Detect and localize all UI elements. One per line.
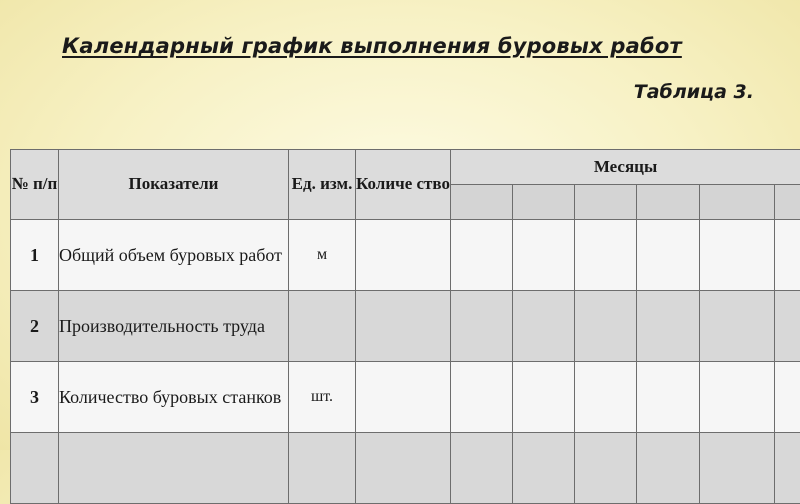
month-cell [700,362,775,433]
row-indicator: Количество буровых станков [59,362,289,433]
header-num: № п/п [11,150,59,220]
month-cell [700,185,775,220]
month-cell [451,291,513,362]
row-quantity [356,362,451,433]
month-cell [637,185,700,220]
month-cell [637,220,700,291]
row-quantity [356,433,451,504]
row-num: 2 [11,291,59,362]
month-cell [637,291,700,362]
month-cell [451,433,513,504]
month-cell [513,185,575,220]
month-cell [775,185,800,220]
row-quantity [356,220,451,291]
month-cell [575,185,637,220]
month-cell [637,362,700,433]
header-months: Месяцы [451,150,800,185]
header-unit: Ед. изм. [289,150,356,220]
table-row [11,433,800,504]
row-unit: м [289,220,356,291]
month-cell [775,362,800,433]
table-row [11,291,800,362]
month-cell [700,220,775,291]
month-cell [575,433,637,504]
month-cell [575,362,637,433]
month-cell [451,362,513,433]
row-unit [289,291,356,362]
month-cell [637,433,700,504]
page-title: Календарный график выполнения буровых работ [62,34,682,58]
month-cell [513,291,575,362]
month-cell [775,433,800,504]
row-unit [289,433,356,504]
month-cell [700,433,775,504]
row-indicator [59,433,289,504]
schedule-table [10,149,800,504]
header-indicator: Показатели [59,150,289,220]
month-cell [451,220,513,291]
month-cell [513,433,575,504]
row-unit: шт. [289,362,356,433]
row-num [11,433,59,504]
month-cell [700,291,775,362]
table-row [11,362,800,433]
month-cell [775,291,800,362]
table-caption: Таблица 3. [634,81,754,103]
row-indicator: Производительность труда [59,291,289,362]
month-cell [775,220,800,291]
header-quantity: Количе ство [356,150,451,220]
row-quantity [356,291,451,362]
row-indicator: Общий объем буровых работ [59,220,289,291]
row-num: 1 [11,220,59,291]
table-row [11,220,800,291]
row-num: 3 [11,362,59,433]
month-cell [513,362,575,433]
month-cell [451,185,513,220]
month-cell [575,220,637,291]
month-cell [575,291,637,362]
month-cell [513,220,575,291]
